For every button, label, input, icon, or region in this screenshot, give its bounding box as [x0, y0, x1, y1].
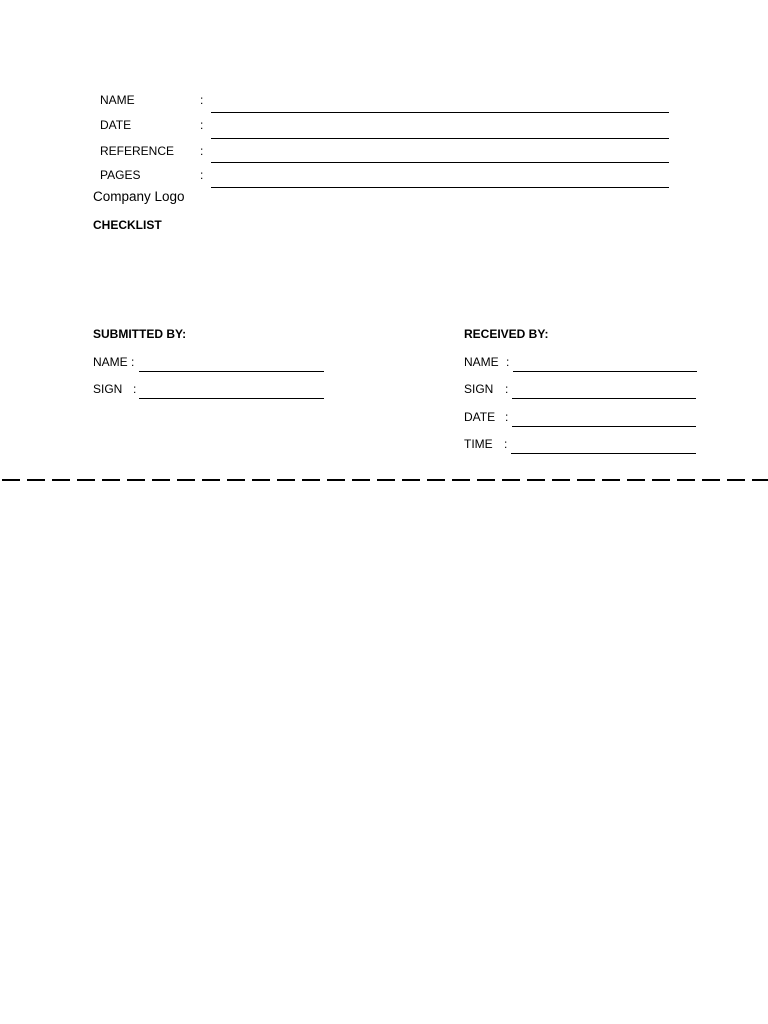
date-field-line[interactable]: [211, 138, 669, 139]
reference-field-line[interactable]: [211, 162, 669, 163]
cut-line-dash: [202, 479, 220, 481]
cut-line-dash: [402, 479, 420, 481]
cut-line-dash: [477, 479, 495, 481]
cut-line-dash: [277, 479, 295, 481]
cut-line-dash: [727, 479, 745, 481]
cut-line-dash: [427, 479, 445, 481]
cut-line-dash: [52, 479, 70, 481]
field-label-name: NAME: [100, 93, 135, 107]
field-label-reference: REFERENCE: [100, 144, 175, 158]
pages-field-line[interactable]: [211, 187, 669, 188]
submitted-sign-line[interactable]: [139, 398, 324, 399]
received-sign-line[interactable]: [512, 398, 696, 399]
cut-line-dashed-separator: [0, 479, 768, 481]
received-time-label: TIME: [464, 437, 493, 451]
field-label-date: DATE: [100, 118, 132, 132]
submitted-name-line[interactable]: [139, 371, 324, 372]
cut-line-dash: [602, 479, 620, 481]
received-date-label: DATE: [464, 410, 496, 424]
field-colon: :: [200, 144, 204, 158]
cut-line-dash: [2, 479, 20, 481]
cut-line-dash: [127, 479, 145, 481]
received-time-colon: :: [504, 437, 508, 451]
cut-line-dash: [102, 479, 120, 481]
company-logo-placeholder: Company Logo: [93, 189, 185, 204]
received-sign-colon: :: [505, 382, 509, 396]
cut-line-dash: [252, 479, 270, 481]
cut-line-dash: [177, 479, 195, 481]
cut-line-dash: [552, 479, 570, 481]
cut-line-dash: [27, 479, 45, 481]
cut-line-dash: [77, 479, 95, 481]
cut-line-dash: [327, 479, 345, 481]
received-date-line[interactable]: [512, 426, 696, 427]
submitted-name-label: NAME :: [93, 355, 135, 369]
checklist-title: CHECKLIST: [93, 218, 162, 232]
cut-line-dash: [527, 479, 545, 481]
received-sign-label: SIGN: [464, 382, 494, 396]
field-label-pages: PAGES: [100, 168, 141, 182]
cut-line-dash: [652, 479, 670, 481]
cut-line-dash: [302, 479, 320, 481]
received-name-line[interactable]: [513, 371, 697, 372]
received-date-colon: :: [505, 410, 509, 424]
cut-line-dash: [452, 479, 470, 481]
cut-line-dash: [677, 479, 695, 481]
cut-line-dash: [577, 479, 595, 481]
cut-line-dash: [627, 479, 645, 481]
cut-line-dash: [377, 479, 395, 481]
cut-line-dash: [702, 479, 720, 481]
cut-line-dash: [352, 479, 370, 481]
field-colon: :: [200, 93, 204, 107]
cut-line-dash: [152, 479, 170, 481]
field-colon: :: [200, 118, 204, 132]
received-time-line[interactable]: [511, 453, 696, 454]
received-name-label: NAME: [464, 355, 499, 369]
submitted-sign-colon: :: [133, 382, 137, 396]
received-by-title: RECEIVED BY:: [464, 327, 549, 341]
name-field-line[interactable]: [211, 112, 669, 113]
received-name-colon: :: [506, 355, 510, 369]
field-colon: :: [200, 168, 204, 182]
cut-line-dash: [752, 479, 768, 481]
cut-line-dash: [227, 479, 245, 481]
submitted-by-title: SUBMITTED BY:: [93, 327, 187, 341]
cut-line-dash: [502, 479, 520, 481]
submitted-sign-label: SIGN: [93, 382, 123, 396]
